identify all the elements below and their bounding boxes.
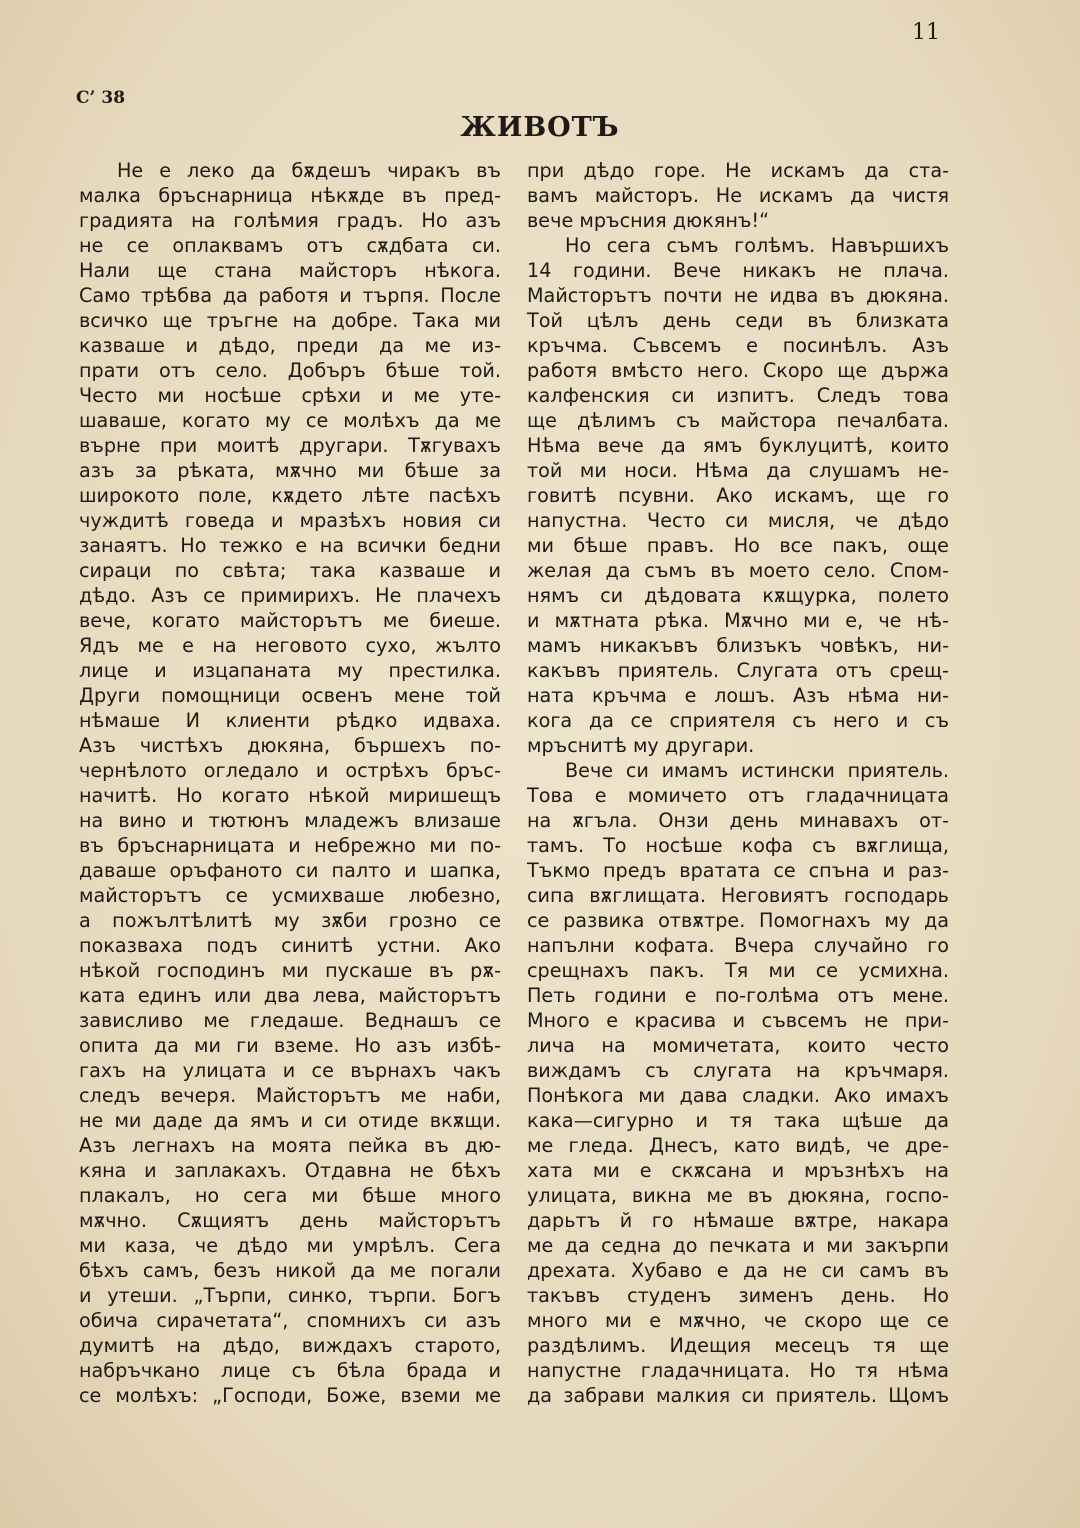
text-line: и мѫтната рѣка. Мѫчно ми е, че нѣ- [527, 609, 949, 632]
text-line: Той цѣлъ день седи въ близката [527, 309, 949, 332]
text-line: ката единъ или два лева, майсторътъ [79, 984, 501, 1007]
text-line: набръчкано лице съ бѣла брада и [79, 1359, 501, 1382]
text-line: опита да ми ги вземе. Но азъ избѣ- [79, 1034, 501, 1057]
text-column-right [527, 158, 949, 1408]
text-line: улицата, викна ме въ дюкяна, госпо- [527, 1184, 949, 1207]
text-line: Петь години е по-голѣма отъ мене. [527, 984, 949, 1007]
text-line: Други помощници освенъ мене той [79, 684, 501, 707]
text-line: Азъ чистѣхъ дюкяна, бършехъ по- [79, 734, 501, 757]
text-line: нямъ си дѣдовата кѫщурка, полето [527, 584, 949, 607]
text-line: прати отъ село. Добъръ бѣше той. [79, 359, 501, 382]
text-line: показваха подъ синитѣ устни. Ако [79, 934, 501, 957]
text-line: да забрави малкия си приятель. Щомъ [527, 1384, 949, 1407]
text-line: Често ми носѣше срѣхи и ме уте- [79, 384, 501, 407]
article-title: ЖИВОТЪ [460, 112, 620, 143]
text-line: шаваше, когато му се молѣхъ да ме [79, 409, 501, 432]
text-line: напълни кофата. Вчера случайно го [527, 934, 949, 957]
text-line: всичко ще тръгне на добре. Така ми [79, 309, 501, 332]
text-line: при дѣдо горе. Не искамъ да ста- [527, 159, 949, 182]
text-line: зависливо ме гледаше. Веднашъ се [79, 1009, 501, 1032]
text-line: ме да седна до печката и ми закърпи [527, 1234, 949, 1257]
text-line: вече мръсния дюкянъ!“ [527, 209, 770, 232]
text-line: работя вмѣсто него. Скоро ще държа [527, 359, 949, 382]
text-line: гахъ на улицата и се върнахъ чакъ [79, 1059, 501, 1082]
text-line: следъ вечеря. Майсторътъ ме наби, [79, 1084, 501, 1107]
text-line: кака—сигурно и тя така щѣше да [527, 1109, 949, 1132]
text-line: сираци по свѣта; така казваше и [79, 559, 501, 582]
text-line: малка бръснарница нѣкѫде въ пред- [79, 184, 501, 207]
text-line: широкото поле, кѫдето лѣте пасѣхъ [79, 484, 501, 507]
text-line: напустне гладачницата. Но тя нѣма [527, 1359, 949, 1382]
text-line: ната кръчма е лошъ. Азъ нѣма ни- [527, 684, 949, 707]
text-line: дрехата. Хубаво е да не си самъ въ [527, 1259, 949, 1282]
text-line: кръчма. Съвсемъ е посинѣлъ. Азъ [527, 334, 949, 357]
text-line: Майсторътъ почти не идва въ дюкяна. [527, 284, 949, 307]
text-line: ми каза, че дѣдо ми умрѣлъ. Сега [79, 1234, 501, 1257]
text-line: Понѣкога ми дава сладки. Ако имахъ [527, 1084, 949, 1107]
text-line: срещнахъ пакъ. Тя ми се усмихна. [527, 959, 949, 982]
text-line: ме гледа. Днесъ, като видѣ, че дре- [527, 1134, 949, 1157]
text-line: Тъкмо предъ вратата се спъна и раз- [527, 859, 949, 882]
text-line: говитѣ псувни. Ако искамъ, ще го [527, 484, 949, 507]
text-line: кога да се сприятеля съ него и съ [527, 709, 949, 732]
text-line: желая да съмъ въ моето село. Спом- [527, 559, 949, 582]
text-line: занаятъ. Но тежко е на всички бедни [79, 534, 501, 557]
text-line: мѫчно. Сѫщиятъ день майсторътъ [79, 1209, 501, 1232]
text-line: ми бѣше правъ. Но все пакъ, още [527, 534, 949, 557]
text-line: не се оплаквамъ отъ сѫдбата си. [79, 234, 501, 257]
text-line: Нѣма вече да ямъ буклуцитѣ, които [527, 434, 949, 457]
printer-signature: С’ 38 [76, 88, 126, 108]
text-line: и утеши. „Търпи, синко, търпи. Богъ [79, 1284, 501, 1307]
text-line: се молѣхъ: „Господи, Боже, вземи ме [79, 1384, 501, 1407]
text-line: а пожълтѣлитѣ му зѫби грозно се [79, 909, 501, 932]
text-line: Азъ легнахъ на моята пейка въ дю- [79, 1134, 501, 1157]
text-line: дѣдо. Азъ се примирихъ. Не плачехъ [79, 584, 501, 607]
text-line: вече, когато майсторътъ ме биеше. [79, 609, 501, 632]
text-line: ще дѣлимъ съ майстора печалбата. [527, 409, 949, 432]
text-line: напустна. Често си мисля, че дѣдо [527, 509, 949, 532]
text-line: Това е момичето отъ гладачницата [527, 784, 949, 807]
text-line: раздѣлимъ. Идещия месецъ тя ще [527, 1334, 949, 1357]
text-line: Не е леко да бѫдешъ чиракъ въ [117, 159, 501, 182]
text-line: такъвъ студенъ зименъ день. Но [527, 1284, 949, 1307]
page-number: 11 [912, 20, 940, 45]
text-line: се развика отвѫтре. Помогнахъ му да [527, 909, 949, 932]
text-line: тамъ. То носѣше кофа съ вѫглища, [527, 834, 949, 857]
text-line: нѣкой господинъ ми пускаше въ рѫ- [79, 959, 501, 982]
text-line: плакалъ, но сега ми бѣше много [79, 1184, 501, 1207]
text-line: мръснитѣ му другари. [527, 734, 755, 757]
text-line: Много е красива и съвсемъ не при- [527, 1009, 949, 1032]
text-line: виждамъ съ слугата на кръчмаря. [527, 1059, 949, 1082]
text-line: мамъ никакъвъ близъкъ човѣкъ, ни- [527, 634, 949, 657]
text-line: Вече си имамъ истински приятель. [565, 759, 949, 782]
text-line: бѣхъ самъ, безъ никой да ме погали [79, 1259, 501, 1282]
text-line: Само трѣбва да работя и търпя. После [79, 284, 501, 307]
text-line: нѣмаше И клиенти рѣдко идваха. [79, 709, 501, 732]
text-line: вамъ майсторъ. Не искамъ да чистя [527, 184, 949, 207]
text-line: думитѣ на дѣдо, виждахъ старото, [79, 1334, 501, 1357]
text-line: кяна и заплакахъ. Отдавна не бѣхъ [79, 1159, 501, 1182]
text-line: Нали ще стана майсторъ нѣкога. [79, 259, 501, 282]
text-line: начитѣ. Но когато нѣкой миришещъ [79, 784, 501, 807]
text-line: 14 години. Вече никакъ не плача. [527, 259, 949, 282]
text-line: Но сега съмъ голѣмъ. Навършихъ [565, 234, 949, 257]
text-line: на ѫгъла. Онзи день минавахъ от- [527, 809, 949, 832]
text-line: какъвъ приятель. Слугата отъ срещ- [527, 659, 949, 682]
text-column-left [79, 158, 501, 1408]
text-line: лича на момичетата, които често [527, 1034, 949, 1057]
text-line: хата ми е скѫсана и мръзнѣхъ на [527, 1159, 949, 1182]
text-line: сипа вѫглищата. Неговиятъ господарь [527, 884, 949, 907]
text-line: дарьтъ й го нѣмаше вѫтре, накара [527, 1209, 949, 1232]
text-line: на вино и тютюнъ младежъ влизаше [79, 809, 501, 832]
text-line: обича сирачетата“, спомнихъ си азъ [79, 1309, 501, 1332]
text-line: даваше оръфаното си палто и шапка, [79, 859, 501, 882]
text-line: въ бръснарницата и небрежно ми по- [79, 834, 501, 857]
text-line: калфенския си изпитъ. Следъ това [527, 384, 949, 407]
text-line: върне при моитѣ другари. Тѫгувахъ [79, 434, 501, 457]
text-line: много ми е мѫчно, че скоро ще се [527, 1309, 949, 1332]
text-line: лице и изцапаната му престилка. [79, 659, 501, 682]
text-line: не ми даде да ямъ и си отиде вкѫщи. [79, 1109, 501, 1132]
text-line: чернѣлото огледало и острѣхъ бръс- [79, 759, 501, 782]
text-line: казваше и дѣдо, преди да ме из- [79, 334, 501, 357]
text-line: чуждитѣ говеда и мразѣхъ новия си [79, 509, 501, 532]
text-line: азъ за рѣката, мѫчно ми бѣше за [79, 459, 501, 482]
text-line: той ми носи. Нѣма да слушамъ не- [527, 459, 949, 482]
text-line: градията на голѣмия градъ. Но азъ [79, 209, 501, 232]
text-line: майсторътъ се усмихваше любезно, [79, 884, 501, 907]
text-line: Ядъ ме е на неговото сухо, жълто [79, 634, 501, 657]
